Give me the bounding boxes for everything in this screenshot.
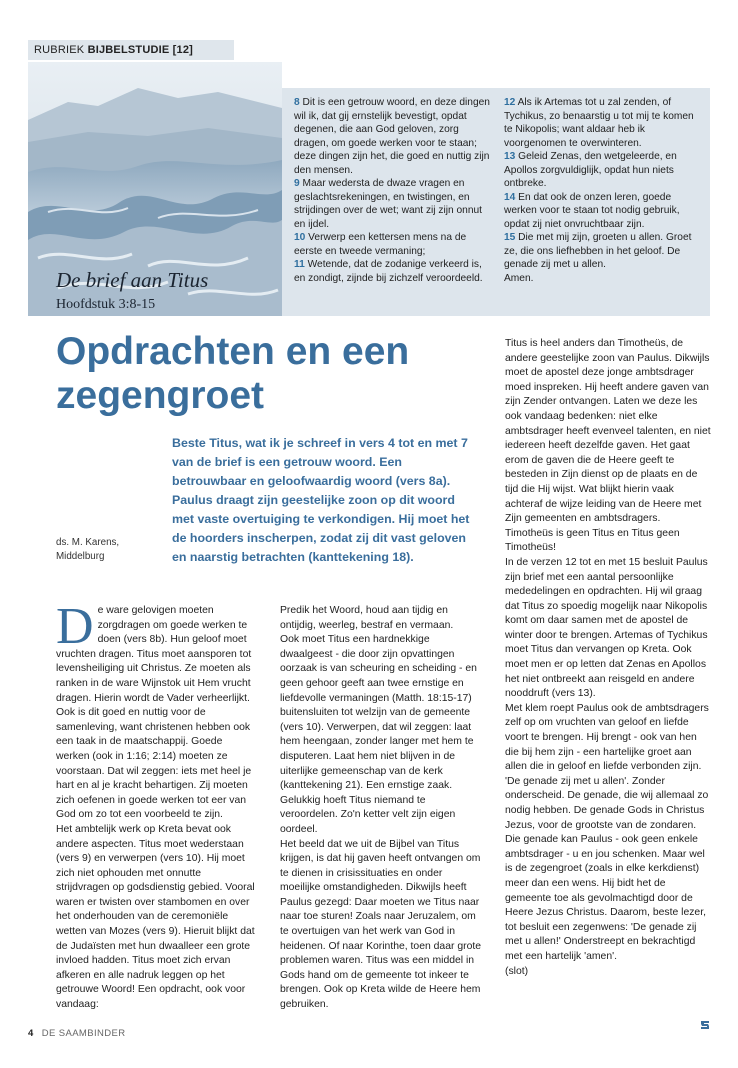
author-place: Middelburg	[56, 551, 105, 562]
body-paragraph: In de verzen 12 tot en met 15 besluit Paulus zijn brief met een aantal persoonlijke mededelingen en opdrachten. Hij wil graag dat Titus zo spoedig mogelijk naar Nikopolis komt om daar samen met de apostel de winter door te brengen. Artemas of Tychikus moet Titus dan vervangen op Kreta. Ook moet men er op letten dat Zenas en Apollos het niet ontbreekt aan reisgeld en andere nooddruft (vers 13).	[505, 556, 708, 700]
rubric-title: BIJBELSTUDIE [12]	[87, 44, 194, 56]
body-paragraph: Predik het Woord, houd aan tijdig en ontijdig, weerleg, bestraf en vermaan.	[280, 605, 454, 631]
verse	[504, 231, 702, 272]
verse-text: Als ik Artemas tot u zal zenden, of Tychikus, zo benaarstig u tot mij te komen te Nikopolis; want aldaar heb ik voorgenomen te overwinteren.	[504, 97, 694, 149]
verse-number: 11	[294, 259, 305, 270]
verse-text: Dit is een getrouw woord, en deze dingen wil ik, dat gij ernstelijk bevestigt, opdat degenen, die aan God geloven, zorg dragen, om goede werken voor te staan; deze dingen zijn het, die goed en nuttig zijn den mensen.	[294, 97, 490, 176]
verse	[504, 150, 702, 191]
chapter-reference: Hoofdstuk 3:8-15	[56, 297, 156, 312]
rubric-label	[28, 40, 234, 60]
page-number: 4	[28, 1028, 34, 1039]
verse-number: 8	[294, 97, 300, 108]
rubric-prefix: RUBRIEK	[34, 44, 88, 56]
verse	[294, 231, 494, 258]
scripture-column-2	[504, 96, 702, 285]
verse-amen	[504, 272, 702, 286]
verse-number: 13	[504, 151, 516, 162]
scripture-column-1	[294, 96, 494, 285]
article-headline: Opdrachten en een zegengroet	[56, 330, 410, 417]
body-paragraph: Met klem roept Paulus ook de ambtsdragers zelf op om vruchten van geloof en liefde voort te brengen. Hij brengt - ook van hen die bij hem zijn - een hartelijke groet aan allen die in geloof en liefde verbonden zijn. 'De genade zij met u allen'. Zonder onderscheid. De genade, die wij allemaal zo nodig hebben. De genade Gods in Christus Jezus, voor de grootste van de zondaren. Die genade kan Paulus - ook geen enkele ambtsdrager - u en jou schenken. Maar wel is de zegengroet (zoals in elke kerkdienst) meer dan een wens. Hij bidt het de gemeente toe als gevolmachtigd door de Heere Jezus Christus. Daarom, beste lezer, tot besluit een zegenwens: 'De genade zij met u allen!' Onderstreept en bekrachtigd met een hartelijk 'amen'.	[505, 702, 709, 962]
scripture-box	[282, 88, 710, 316]
verse	[294, 96, 494, 177]
verse-text: Die met mij zijn, groeten u allen. Groet ze, die ons liefhebben in het geloof. De genade zij met u allen.	[504, 232, 692, 270]
body-column-2	[280, 604, 482, 1013]
verse-number: 12	[504, 97, 516, 108]
body-paragraph: e ware gelovigen moeten zorgdragen om goede werken te doen (vers 8b). Hun geloof moet vruchten dragen. Titus moet aansporen tot levensheiliging uit Christus. Ze moeten als ranken in de ware Wijnstok uit Hem vrucht dragen. Hierin wordt de Vader verheerlijkt. Ook is dit goed en nuttig voor de samenleving, want christenen hebben ook een taak in de maatschappij. Goede werken (ook in 1:16; 2:14) moeten ze voorstaan. Dat wil zeggen: iets met heel je hart en al je kracht behartigen. Zij moeten zich oefenen in goede werken tot eer van God om zo tot een voorbeeld te zijn.	[56, 605, 252, 821]
body-paragraph: Het beeld dat we uit de Bijbel van Titus krijgen, is dat hij gaven heeft ontvangen om te dienen in crisissituaties en onder moeilijke omstandigheden. Dikwijls heeft Paulus gezegd: Daar moeten we Titus naar naar toe sturen! Zoals naar Jeruzalem, om te overtuigen van het werk van God in heidenen. Of naar Korinthe, toen daar grote problemen waren. Titus was een middel in Gods hand om de gemeente tot inkeer te brengen. Ook op Kreta wilde de Heere hem gebruiken.	[280, 838, 482, 1011]
verse	[504, 191, 702, 232]
verse-text: Maar wedersta de dwaze vragen en geslachtsrekeningen, en twistingen, en strijdingen over de wet; want zij zijn onnut en ijdel.	[294, 178, 483, 230]
verse-text: Geleid Zenas, den wetgeleerde, en Apollos zorgvuldiglijk, opdat hun niets ontbreke.	[504, 151, 677, 189]
verse	[504, 96, 702, 150]
verse-text: Amen.	[504, 272, 534, 284]
drop-cap: D	[56, 598, 94, 655]
author-name: ds. M. Karens,	[56, 537, 120, 548]
lead-paragraph: Beste Titus, wat ik je schreef in vers 4 tot en met 7 van de brief is een getrouw woord. Een betrouwbaar en geloofwaardig woord (vers 8a). Paulus draagt zijn geestelijke zoon op dit woord met vaste overtuiging te verkondigen. Hij moet het de hoorders inscherpen, zodat zij dit vast geloven en naarstig betrachten (kanttekening 18).	[172, 436, 470, 564]
verse-text: En dat ook de onzen leren, goede werken voor te staan tot nodig gebruik, opdat zij niet onvruchtbaar zijn.	[504, 191, 680, 230]
body-paragraph: Het ambtelijk werk op Kreta bevat ook andere aspecten. Titus moet wederstaan (vers 9) en verwerpen (vers 10). Hij moet zich niet ophouden met onnutte strijdvragen op godsdienstig gebied. Vooral waren er twisten over stambomen en over het onderhouden van de ceremoniële wetten van Mozes (vers 9). Hieruit blijkt dat de Judaïsten met hun dwaalleer een grote invloed hadden. Titus moet zich ervan afkeren en alle nadruk leggen op het getrouwe Woord! Een opdracht, ook voor vandaag:	[56, 823, 255, 1011]
verse	[294, 177, 494, 231]
verse-number: 9	[294, 178, 300, 189]
verse-number: 15	[504, 232, 516, 243]
verse-text: Wetende, dat de zodanige verkeerd is, en zondigt, zijnde bij zichzelf veroordeeld.	[294, 259, 483, 284]
author-byline	[56, 536, 119, 564]
page-footer	[28, 1028, 126, 1039]
series-title: De brief aan Titus	[56, 268, 209, 292]
end-of-article-icon	[700, 1017, 710, 1027]
body-paragraph: Ook moet Titus een hardnekkige dwaalgeest - die door zijn opvattingen oorzaak is van scheuring en scheiding - en geen gehoor geeft aan twee ernstige en liefdevolle vermaningen (Matth. 18:15-17) buitensluiten tot welzijn van de gemeente (vers 10). Verwerpen, dat wil zeggen: laat hem heengaan, zonder langer met hem te disputeren. Laat hem niet blijven in de uiterlijke gemeenschap van de kerk (kanttekening 21). Een ernstige zaak. Gelukkig hoeft Titus niemand te veroordelen. Zo'n ketter velt zijn eigen oordeel.	[280, 634, 477, 835]
verse-number: 10	[294, 232, 306, 243]
closing-note: (slot)	[505, 965, 529, 977]
verse	[294, 258, 494, 285]
body-column-1	[56, 598, 256, 1013]
body-column-3	[505, 337, 711, 979]
publication-name: DE SAAMBINDER	[41, 1028, 126, 1039]
verse-number: 14	[504, 191, 516, 203]
verse-text: Verwerp een kettersen mens na de eerste en tweede vermaning;	[294, 232, 467, 257]
body-paragraph: Titus is heel anders dan Timotheüs, de andere geestelijke zoon van Paulus. Dikwijls moet de apostel deze jonge ambtsdrager moed inspreken. Hij heeft andere gaven van zijn Zender ontvangen. Laten we deze les ook vandaag bedenken: niet elke ambtsdrager heeft evenveel talenten, en niet iedereen heeft dezelfde gaven. Het gaat erom de gaven die de Heere geeft te besteden in Zijn dienst op de plaats en de tijd die Hij wijst. Wat blijkt hierin vaak achteraf de wijze leiding van de Heere met Zijn gemeenten en ambtsdragers. Timotheüs is geen Titus en Titus geen Timotheüs!	[505, 338, 711, 554]
